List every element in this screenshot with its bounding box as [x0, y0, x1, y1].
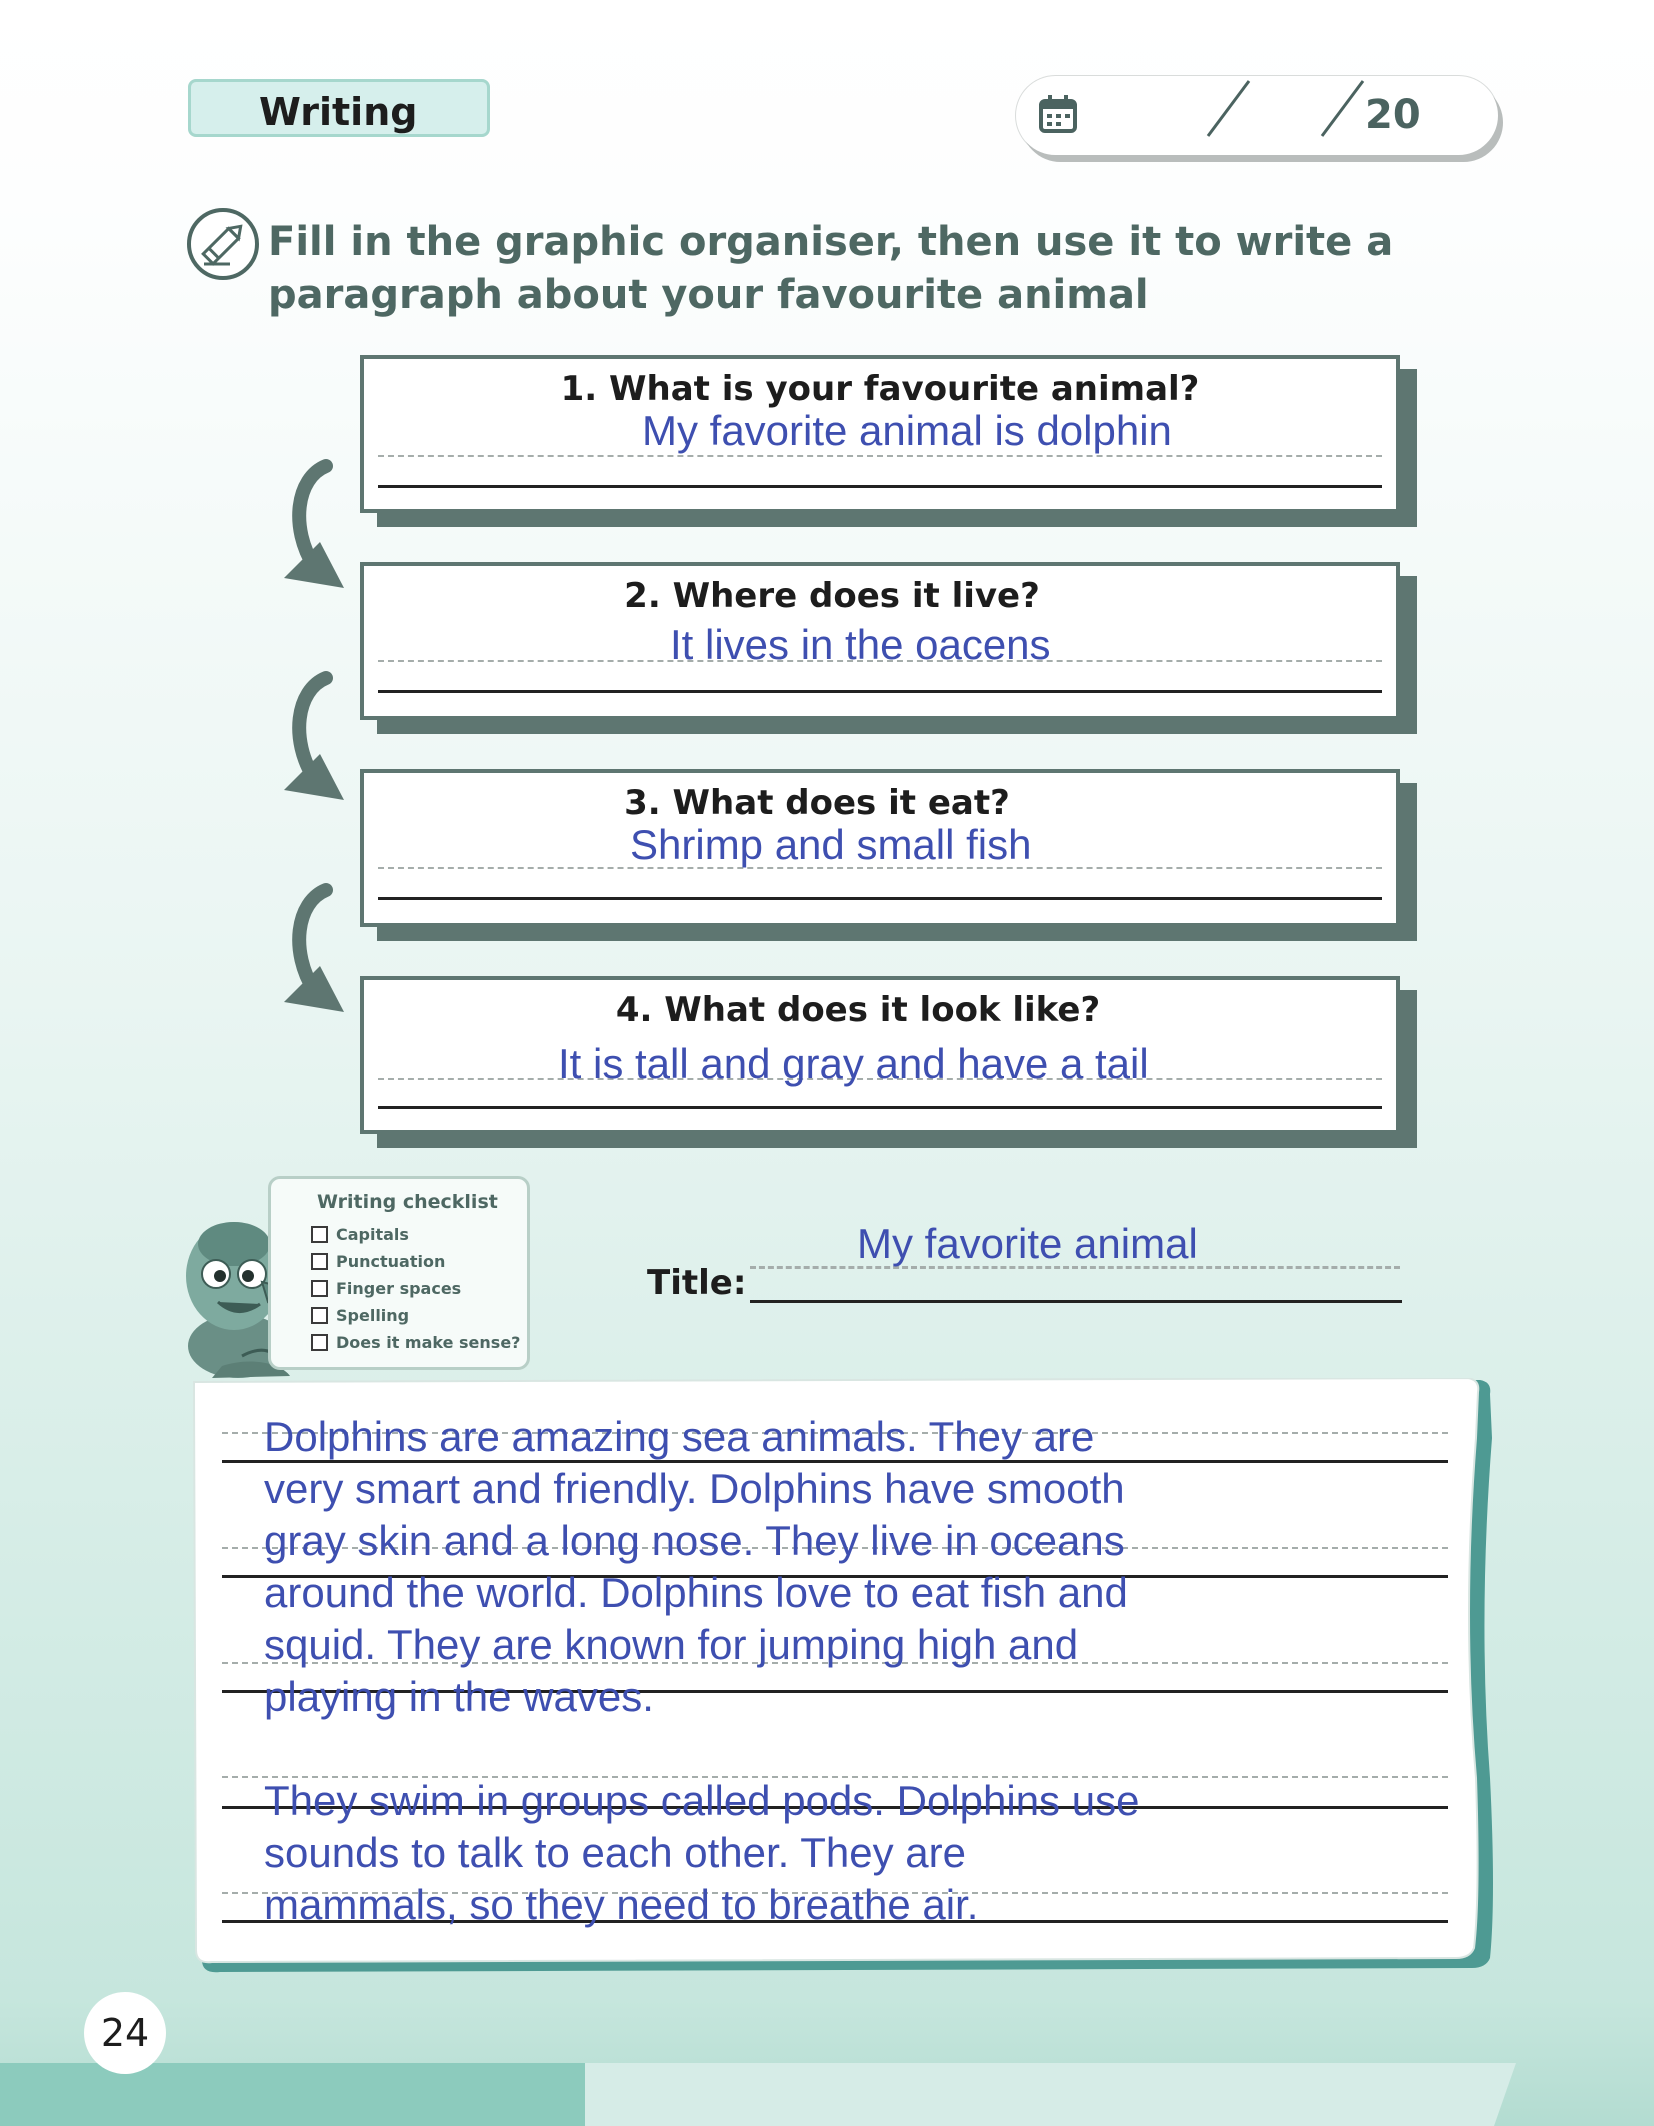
- organiser-box-4: [360, 976, 1400, 1134]
- instructions-text: Fill in the graphic organiser, then use it to write a paragraph about your favourite animal: [268, 219, 1394, 318]
- checklist-item[interactable]: [311, 1279, 461, 1298]
- paragraph-line[interactable]: very smart and friendly. Dolphins have smooth: [264, 1465, 1125, 1512]
- organiser-box-3: [360, 769, 1400, 927]
- checklist-item[interactable]: [311, 1306, 409, 1325]
- section-label: Writing: [259, 90, 418, 134]
- checkbox[interactable]: [311, 1280, 328, 1297]
- checklist-item[interactable]: [311, 1333, 520, 1352]
- paragraph-line[interactable]: mammals, so they need to breathe air.: [264, 1881, 979, 1928]
- paragraph-line[interactable]: gray skin and a long nose. They live in oceans: [264, 1517, 1125, 1564]
- paragraph-line[interactable]: They swim in groups called pods. Dolphins use: [264, 1777, 1140, 1824]
- title-base-line[interactable]: [750, 1300, 1402, 1303]
- organiser-answer[interactable]: Shrimp and small fish: [630, 821, 1032, 868]
- organiser-box-1: [360, 355, 1400, 513]
- checkbox[interactable]: [311, 1334, 328, 1351]
- title-label: Title:: [647, 1263, 747, 1303]
- organiser-answer[interactable]: It is tall and gray and have a tail: [558, 1040, 1149, 1087]
- checklist-item-label: Does it make sense?: [336, 1333, 521, 1352]
- page-number: 24: [84, 1992, 166, 2074]
- checkbox[interactable]: [311, 1253, 328, 1270]
- writing-guide-line: [378, 455, 1382, 457]
- paragraph-line[interactable]: around the world. Dolphins love to eat fish and: [264, 1569, 1128, 1616]
- date-slash-1: [1208, 81, 1249, 136]
- organiser-answer[interactable]: My favorite animal is dolphin: [642, 407, 1172, 454]
- checklist-item-label: Spelling: [336, 1306, 410, 1325]
- paragraph-line[interactable]: sounds to talk to each other. They are: [264, 1829, 967, 1876]
- organiser-question: 1. What is your favourite animal?: [560, 369, 1200, 409]
- checklist-item[interactable]: [311, 1225, 409, 1244]
- checkbox[interactable]: [311, 1307, 328, 1324]
- organiser-box-2: [360, 562, 1400, 720]
- checklist-item-label: Capitals: [336, 1225, 409, 1244]
- writing-base-line[interactable]: [378, 1106, 1382, 1109]
- max-score: 20: [1365, 92, 1421, 138]
- paragraph-line[interactable]: Dolphins are amazing sea animals. They are: [264, 1413, 1095, 1460]
- checklist-item-label: Finger spaces: [336, 1279, 462, 1298]
- writing-base-line[interactable]: [378, 897, 1382, 900]
- checkbox[interactable]: [311, 1226, 328, 1243]
- writing-checklist: [268, 1176, 530, 1370]
- checklist-item-label: Punctuation: [336, 1252, 446, 1271]
- writing-base-line[interactable]: [378, 485, 1382, 488]
- section-tag: [188, 79, 490, 137]
- calendar-icon: [1041, 95, 1075, 131]
- organiser-question: 3. What does it eat?: [624, 783, 1010, 823]
- title-value[interactable]: My favorite animal: [857, 1220, 1198, 1267]
- pencil-icon: [186, 207, 262, 283]
- organiser-question: 4. What does it look like?: [615, 990, 1101, 1030]
- writing-base-line[interactable]: [378, 690, 1382, 693]
- paragraph-line[interactable]: squid. They are known for jumping high and: [264, 1621, 1079, 1668]
- footer-band: [0, 2063, 1654, 2126]
- checklist-item[interactable]: [311, 1252, 445, 1271]
- paragraph-line[interactable]: playing in the waves.: [264, 1673, 654, 1720]
- date-score-box[interactable]: [1016, 76, 1498, 155]
- checklist-title: Writing checklist: [317, 1191, 498, 1213]
- date-slash-2: [1322, 81, 1363, 136]
- date-score-graphics: [1016, 76, 1498, 155]
- organiser-question: 2. Where does it live?: [624, 576, 1040, 616]
- organiser-answer[interactable]: It lives in the oacens: [670, 621, 1051, 668]
